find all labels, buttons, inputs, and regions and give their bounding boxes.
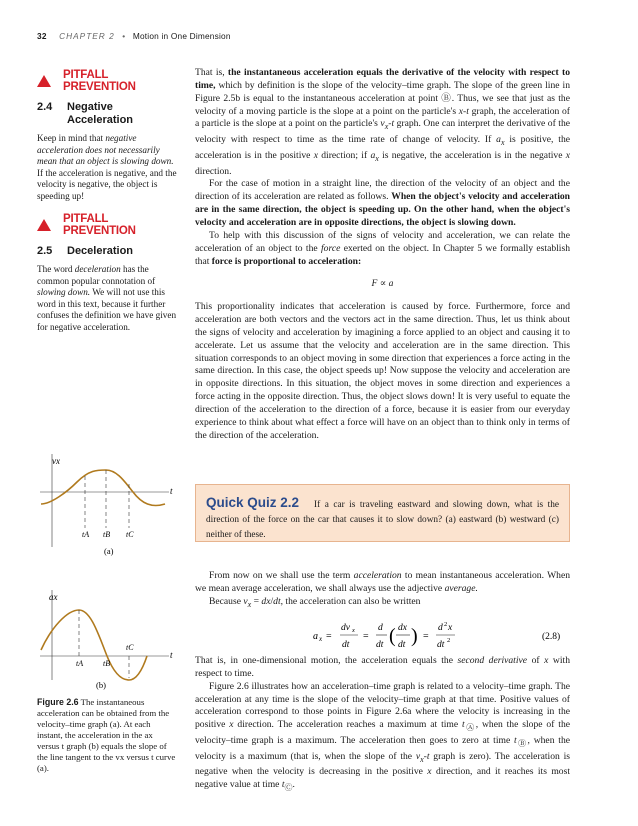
- header-separator: •: [122, 31, 126, 41]
- pitfall-2-4: [37, 69, 177, 203]
- quiz-title: Quick Quiz 2.2: [206, 495, 300, 510]
- quick-quiz-box: [195, 484, 570, 542]
- paragraph-4: This proportionality indicates that acceleration is caused by force. Furthermore, force and acceleration are both vectors and the vectors act in the same direction. Thus, let us think about the signs of velocity and acceleration by imagining a force applied to an object and causing it to accelerate. Let us assume that the velocity and acceleration are in the same direction. This situation corresponds to an object moving in some direction that experiences a force acting in the same direction. In this case, the object speeds up! Now suppose the velocity and acceleration are in opposite directions. In this situation, the object moves in some direction and experiences a force acting in the opposite direction. Thus, the object slows down! It is very useful to equate the direction of the acceleration to the direction of a force, because it is easier from our everyday experience to think about what effect a force will have on an object than to think only in terms of the direction of the acceleration.: [195, 301, 570, 441]
- page-header: [37, 31, 231, 41]
- main-text-bottom: [195, 655, 570, 795]
- svg-text:x: x: [319, 635, 323, 643]
- pitfall-heading: PITFALL PREVENTION: [37, 69, 177, 93]
- paragraph-5: From now on we shall use the term acceleration to mean instantaneous acceleration. When we mean average acceleration, we shall always use the adjective average.: [195, 570, 570, 594]
- svg-text:dt: dt: [398, 640, 406, 650]
- pitfall-body: The word deceleration has the common popular connotation of slowing down. We will not use this word in this text, because it further confuses the definition we have given for negative acceleration.: [37, 264, 177, 332]
- tick-label-tB: tB: [103, 659, 111, 668]
- svg-text:): ): [411, 625, 418, 647]
- quiz-body: If a car is traveling eastward and slowing down, what is the direction of the force on the car that causes it to slow down? (a) eastward (b) westward (c) neither of these.: [206, 500, 559, 540]
- x-axis-label: t: [170, 486, 173, 496]
- chapter-title: Motion in One Dimension: [132, 31, 231, 41]
- paragraph-6: Because $v_x = dx/dt$, the acceleration can also be written: [209, 595, 421, 609]
- paragraph-7: That is, in one-dimensional motion, the acceleration equals the second derivative of x with respect to time.: [195, 655, 570, 679]
- pitfall-title: 2.5 Deceleration: [37, 245, 134, 257]
- y-axis-label: vx: [52, 456, 60, 466]
- tick-label-tC: tC: [126, 530, 134, 539]
- svg-text:x: x: [448, 623, 453, 633]
- pitfall-title: 2.4 Negative Acceleration: [37, 101, 134, 126]
- figure-caption: [37, 697, 177, 774]
- equation-proportional: F ∝ a: [371, 278, 394, 290]
- caption-label: Figure 2.6: [37, 697, 79, 707]
- x-axis-label: t: [170, 650, 173, 660]
- tick-label-tC: tC: [126, 643, 134, 652]
- paragraph-1: That is, the instantaneous acceleration equals the derivative of the velocity with respect to time, which by definition is the slope of the velocity–time graph. The slope of the green line in Figure 2.5b is equal to the instantaneous acceleration at point Ⓑ. Thus, we see that just as the velocity of a moving particle is the slope at a point on the particle's x-t graph, the acceleration of a particle is the slope at a point on the particle's $v_x-t$ graph. One can interpret the derivative of the velocity with respect to time as the time rate of change of velocity. If $a_x$ is positive, the acceleration is in the positive x direction; if $a_x$ is negative, the acceleration is in the negative x direction.: [195, 67, 571, 177]
- figure-2-6b: [37, 588, 177, 692]
- warning-triangle-icon: [37, 75, 51, 87]
- pitfall-body: Keep in mind that negative acceleration does not necessarily mean that an object is slowing down. If the acceleration is negative, and the velocity is negative, the object is speeding up!: [37, 133, 177, 201]
- caption-text: The instantaneous acceleration can be obtained from the velocity–time graph (a). At each instant, the acceleration in the ax versus t graph (b) equals the slope of the line tangent to the vx versus t curve (a).: [37, 697, 176, 773]
- equation-2-8: [195, 620, 570, 650]
- tick-label-tB: tB: [103, 530, 111, 539]
- equation-number: (2.8): [542, 632, 561, 642]
- main-text-top: [195, 67, 570, 443]
- paragraph-8: Figure 2.6 illustrates how an acceleration–time graph is related to a velocity–time graph. The acceleration at any time is the slope of the velocity–time graph at that time. Positive values of acceleration correspond to those points in Figure 2.6a where the velocity is increasing in the positive x direction. The acceleration reaches a maximum at time $t_Ⓐ$, when the slope of the velocity–time graph is a maximum. The acceleration then goes to zero at time $t_Ⓑ$, when the velocity is a maximum (that is, when the slope of the $v_x-t$ graph is zero). The acceleration is negative when the velocity is decreasing in the positive x direction, and it reaches its most negative value at time $t_Ⓒ$.: [195, 680, 571, 793]
- svg-text:dx: dx: [398, 623, 407, 633]
- pitfall-2-5: [37, 213, 177, 334]
- panel-label-b: (b): [96, 680, 106, 690]
- svg-text:=: =: [326, 631, 332, 642]
- svg-text:=: =: [363, 631, 369, 642]
- svg-text:a: a: [313, 631, 318, 642]
- paragraph-3: To help with this discussion of the signs of velocity and acceleration, we can relate the acceleration of an object to the force exerted on the object. In Chapter 5 we formally establish that force is proportional to acceleration:: [195, 229, 570, 267]
- tick-label-tA: tA: [76, 659, 84, 668]
- svg-text:2: 2: [444, 621, 448, 628]
- warning-triangle-icon: [37, 219, 51, 231]
- svg-text:dt: dt: [437, 640, 445, 650]
- panel-label-a: (a): [104, 546, 114, 556]
- svg-text:x: x: [352, 627, 355, 634]
- svg-text:d: d: [378, 623, 383, 633]
- main-text-mid: [195, 570, 570, 611]
- velocity-curve: [41, 470, 165, 506]
- paragraph-2: For the case of motion in a straight line, the direction of the velocity of an object and the direction of its acceleration are related as follows. When the object's velocity and acceleration are in the same direction, the object is speeding up. On the other hand, when the object's velocity and acceleration are in opposite directions, the object is slowing down.: [195, 178, 571, 228]
- chapter-label: CHAPTER 2: [59, 31, 115, 41]
- svg-text:=: =: [423, 631, 429, 642]
- y-axis-label: ax: [49, 592, 58, 602]
- tick-label-tA: tA: [82, 530, 90, 539]
- page-number: 32: [37, 31, 47, 41]
- figure-2-6a: [37, 452, 177, 560]
- svg-text:dt: dt: [342, 640, 350, 650]
- svg-text:d: d: [438, 623, 443, 633]
- svg-text:2: 2: [447, 637, 451, 644]
- svg-text:dt: dt: [376, 640, 384, 650]
- svg-text:dv: dv: [341, 623, 350, 633]
- svg-text:(: (: [389, 625, 396, 647]
- pitfall-heading: PITFALL PREVENTION: [37, 213, 177, 237]
